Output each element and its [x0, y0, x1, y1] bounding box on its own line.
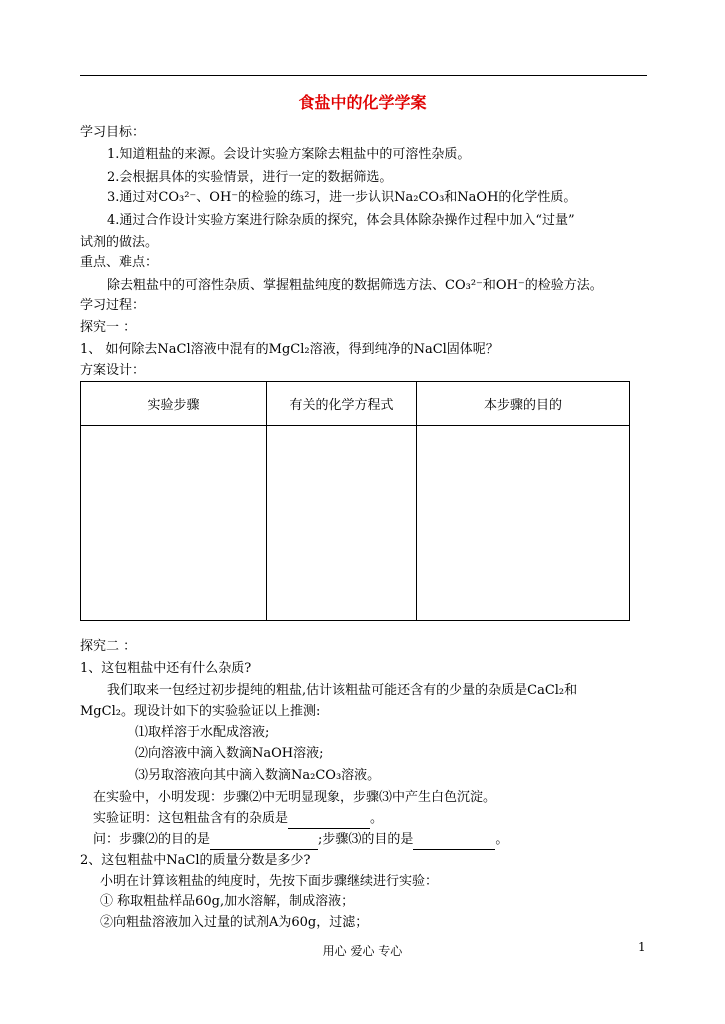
text-line: 方案设计：: [80, 363, 146, 378]
table-header-cell: 本步骤的目的: [417, 382, 630, 426]
text-line: 我们取来一包经过初步提纯的粗盐,估计该粗盐可能还含有的少量的杂质是CaCl₂和: [107, 683, 578, 698]
scheme-design-table: [80, 381, 630, 621]
text-line: ②向粗盐溶液加入过量的试剂A为60g，过滤；: [100, 915, 369, 930]
answer-blank[interactable]: [210, 831, 318, 850]
text-line: 探究二 ：: [80, 639, 137, 654]
text-line: 2.会根据具体的实验情景，进行一定的数据筛选。: [107, 170, 393, 185]
text-line: 1.知道粗盐的来源。会设计实验方案除去粗盐中的可溶性杂质。: [107, 147, 471, 162]
fill-prompt: ;步骤⑶的目的是: [318, 832, 414, 847]
answer-blank[interactable]: [288, 810, 370, 829]
text-line: 学习过程：: [80, 298, 146, 313]
text-line: ⑵向溶液中滴入数滴NaOH溶液;: [135, 746, 324, 761]
text-line: 2、这包粗盐中NaCl的质量分数是多少?: [80, 853, 311, 868]
text-line: MgCl₂。现设计如下的实验验证以上推测:: [80, 704, 321, 719]
table-header-cell: 实验步骤: [81, 382, 267, 426]
text-line: 1、 如何除去NaCl溶液中混有的MgCl₂溶液，得到纯净的NaCl固体呢？: [80, 342, 499, 357]
header-rule: [80, 75, 647, 76]
text-line: [93, 810, 383, 829]
document-title: 食盐中的化学学案: [298, 93, 427, 112]
text-line: 探究一 ：: [80, 320, 137, 335]
page-number: 1: [638, 940, 646, 954]
text-line: 学习目标：: [80, 125, 146, 140]
fill-prompt: 实验证明：这包粗盐含有的杂质是: [93, 811, 289, 826]
text-line: 重点、难点：: [80, 255, 159, 270]
text-line: 1、这包粗盐中还有什么杂质?: [80, 661, 252, 676]
text-line: ① 称取粗盐样品60g,加水溶解，制成溶液；: [100, 894, 355, 909]
page-footer: 用心 爱心 专心: [322, 944, 403, 958]
text-line: ⑴取样溶于水配成溶液;: [135, 725, 270, 740]
table-cell: [417, 426, 630, 621]
table-cell: [267, 426, 417, 621]
text-line: 试剂的做法。: [80, 235, 159, 250]
fill-suffix: 。: [370, 811, 384, 826]
text-line: 在实验中，小明发现：步骤⑵中无明显现象，步骤⑶中产生白色沉淀。: [93, 790, 497, 805]
text-line: 小明在计算该粗盐的纯度时，先按下面步骤继续进行实验：: [100, 874, 439, 889]
text-line: 3.通过对CO₃²⁻、OH⁻的检验的练习，进一步认识Na₂CO₃和NaOH的化学性质。: [107, 190, 577, 205]
text-line: 除去粗盐中的可溶性杂质、掌握粗盐纯度的数据筛选方法、CO₃²⁻和OH⁻的检验方法。: [107, 278, 603, 293]
answer-blank[interactable]: [413, 831, 495, 850]
fill-suffix: 。: [495, 832, 509, 847]
text-line: [93, 831, 508, 850]
text-line: 4.通过合作设计实验方案进行除杂质的探究，体会具体除杂操作过程中加入“过量”: [107, 213, 575, 228]
fill-prompt: 问：步骤⑵的目的是: [93, 832, 211, 847]
table-header-cell: 有关的化学方程式: [267, 382, 417, 426]
text-line: ⑶另取溶液向其中滴入数滴Na₂CO₃溶液。: [135, 768, 381, 783]
table-cell: [81, 426, 267, 621]
